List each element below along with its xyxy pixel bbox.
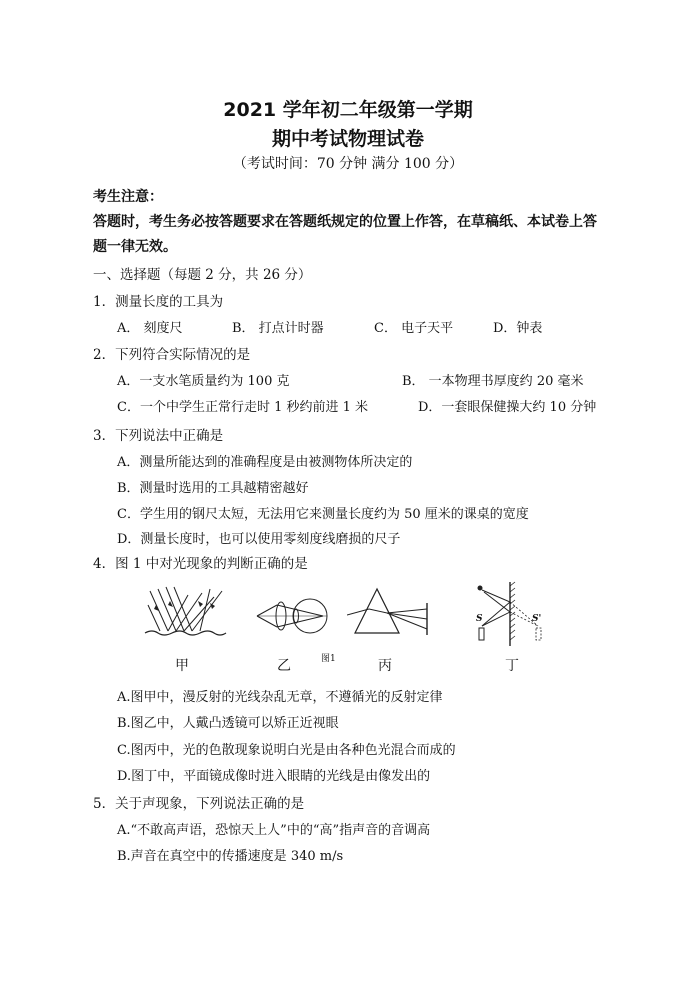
- exam-info: （考试时间：70 分钟 满分 100 分）: [232, 156, 464, 172]
- figure-yi-lens-eye: [255, 595, 335, 637]
- question-2-stem: 2．下列符合实际情况的是: [93, 347, 251, 363]
- question-5-option-b: B.声音在真空中的传播速度是 340 m/s: [117, 849, 344, 864]
- exam-title-line2: 期中考试物理试卷: [271, 128, 424, 150]
- question-3-option-a: A．测量所能达到的准确程度是由被测物体所决定的: [117, 455, 413, 470]
- question-2-option-d: D．一套眼保健操大约 10 分钟: [418, 400, 597, 415]
- question-1-stem: 1．测量长度的工具为: [93, 294, 224, 310]
- notice-line-2: 题一律无效。: [93, 239, 177, 255]
- question-4-option-d: D.图丁中，平面镜成像时进入眼睛的光线是由像发出的: [117, 769, 431, 784]
- question-2-option-b: B． 一本物理书厚度约 20 毫米: [402, 374, 584, 389]
- question-3-option-c: C．学生用的钢尺太短，无法用它来测量长度约为 50 厘米的课桌的宽度: [117, 507, 529, 522]
- question-1-option-a: A． 刻度尺: [117, 321, 183, 336]
- question-2-option-c: C．一个中学生正常行走时 1 秒约前进 1 米: [117, 400, 369, 415]
- point-label-s: S: [476, 614, 483, 624]
- figure-caption: 图1: [321, 654, 336, 664]
- figure-jia-diffuse-reflection: [140, 585, 230, 645]
- question-5-option-a: A.“不敢高声语，恐惊天上人”中的“高”指声音的音调高: [117, 823, 431, 838]
- question-2-option-a: A．一支水笔质量约为 100 克: [117, 374, 290, 389]
- notice-line-1: 答题时，考生务必按答题要求在答题纸规定的位置上作答，在草稿纸、本试卷上答: [93, 214, 597, 230]
- question-4-stem: 4．图 1 中对光现象的判断正确的是: [93, 556, 308, 572]
- question-4-option-c: C.图丙中，光的色散现象说明白光是由各种色光混合而成的: [117, 743, 456, 758]
- question-3-option-d: D．测量长度时，也可以使用零刻度线磨损的尺子: [117, 532, 401, 547]
- question-4-option-b: B.图乙中，人戴凸透镜可以矫正近视眼: [117, 716, 339, 731]
- figure-label-yi: 乙: [277, 658, 291, 674]
- question-5-stem: 5．关于声现象，下列说法正确的是: [93, 796, 305, 812]
- figure-label-ding: 丁: [505, 658, 519, 674]
- question-1-option-c: C． 电子天平: [374, 321, 454, 336]
- figure-label-jia: 甲: [175, 658, 189, 674]
- question-3-stem: 3．下列说法中正确是: [93, 428, 224, 444]
- figure-bing-prism-dispersion: [347, 585, 432, 645]
- question-1-option-b: B． 打点计时器: [232, 321, 324, 336]
- exam-title-line1: 2021 学年初二年级第一学期: [223, 99, 473, 121]
- notice-heading: 考生注意：: [93, 189, 163, 205]
- section-title: 一、选择题（每题 2 分，共 26 分）: [93, 267, 312, 283]
- question-3-option-b: B．测量时选用的工具越精密越好: [117, 481, 309, 496]
- question-4-option-a: A.图甲中，漫反射的光线杂乱无章，不遵循光的反射定律: [117, 690, 443, 705]
- point-label-s-prime: S': [532, 614, 542, 624]
- question-1-option-d: D．钟表: [493, 321, 543, 336]
- figure-label-bing: 丙: [378, 658, 392, 674]
